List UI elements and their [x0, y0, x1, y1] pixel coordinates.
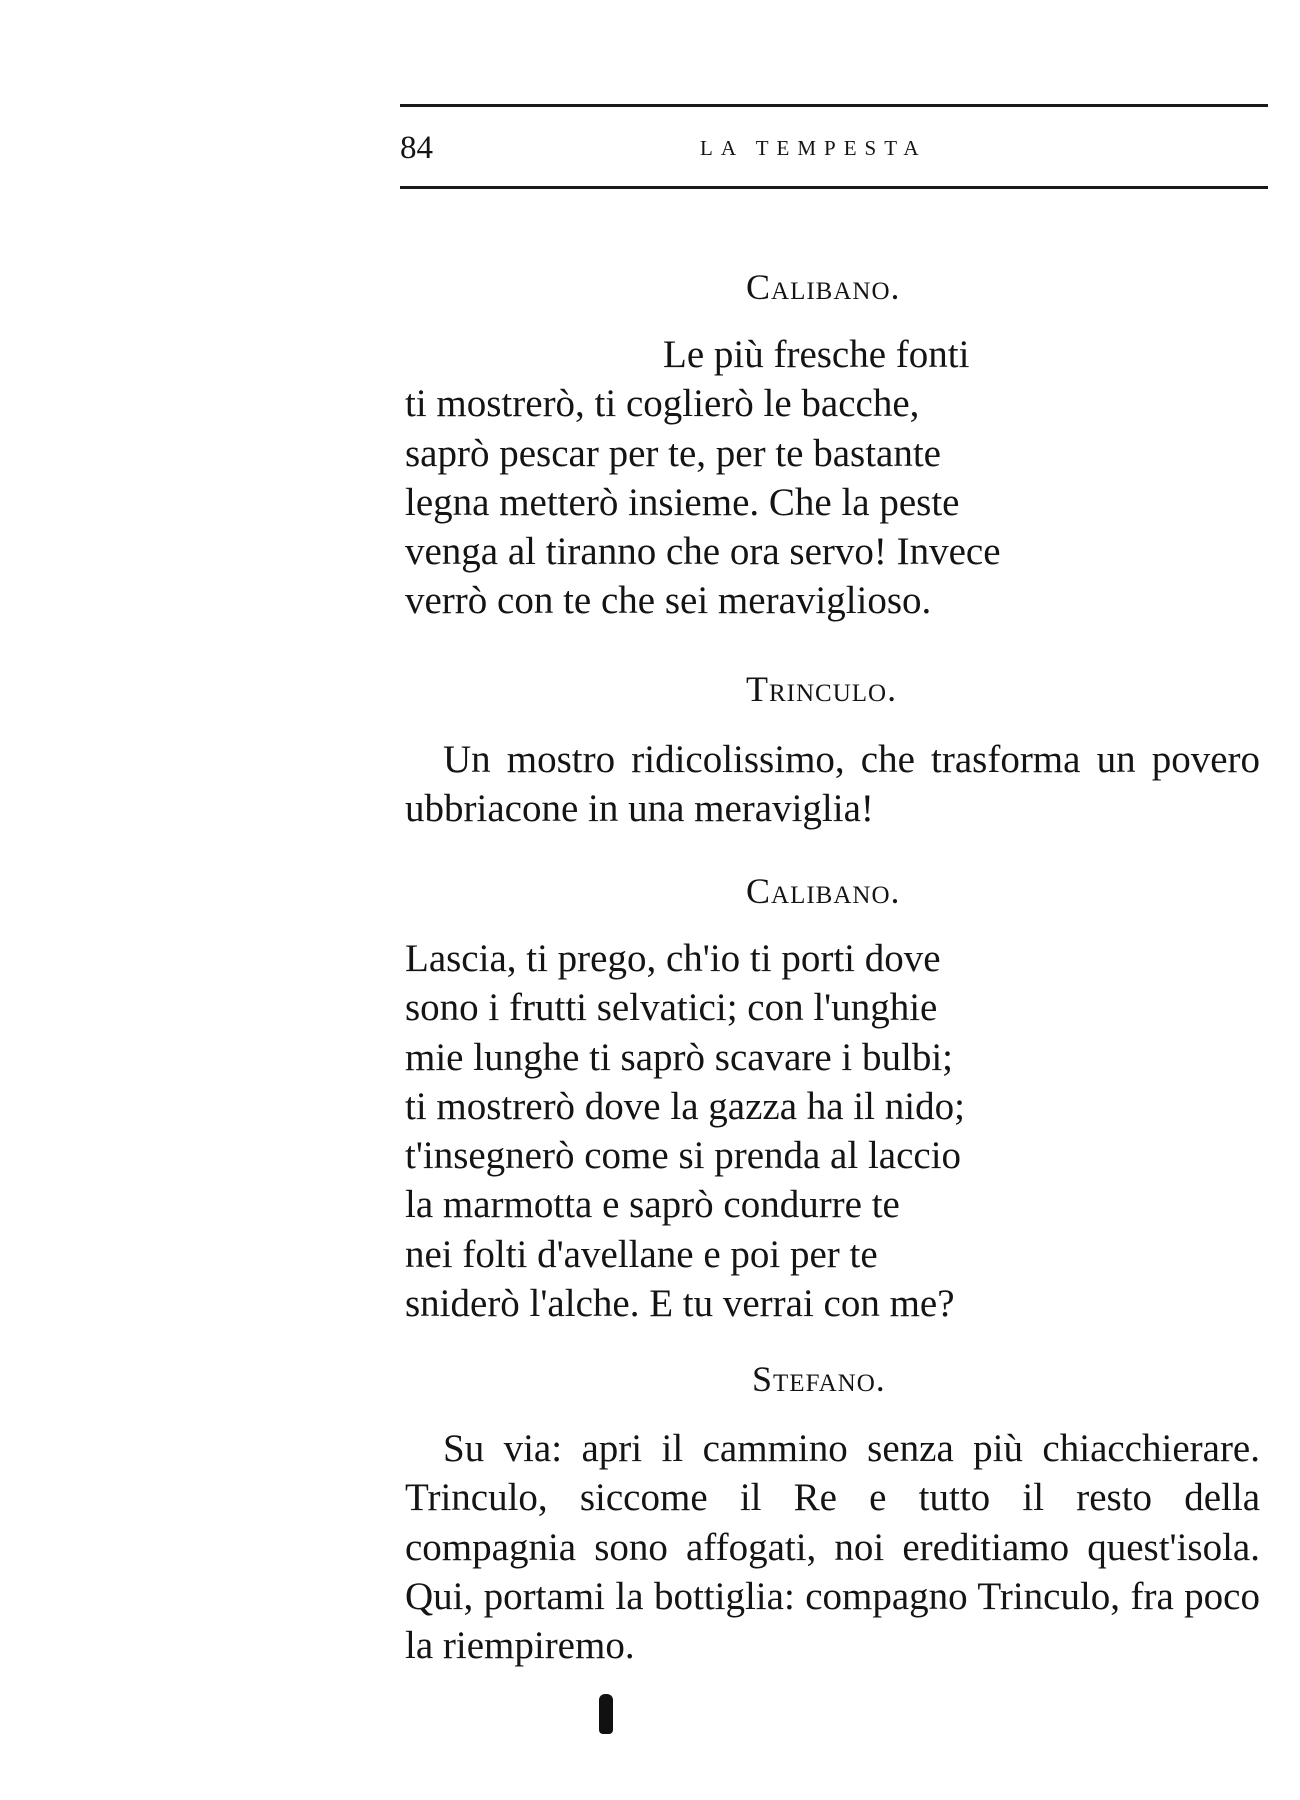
verse-line: Le più fresche fonti: [663, 333, 970, 376]
verse-line: sono i frutti selvatici; con l'unghie: [405, 986, 938, 1030]
verse-line: nei folti d'avellane e poi per te: [405, 1232, 878, 1276]
verse-line: sniderò l'alche. E tu verrai con me?: [405, 1282, 955, 1326]
verse-line: saprò pescar per te, per te bastante: [405, 431, 941, 475]
speaker-name: Trinculo.: [746, 669, 898, 709]
speaker-name: Calibano.: [746, 871, 901, 911]
verse-line: venga al tiranno che ora servo! Invece: [405, 530, 1001, 574]
verse-line: legna metterò insieme. Che la peste: [405, 480, 960, 524]
verse-block: [405, 934, 965, 1328]
header-rule-bottom: [400, 186, 1268, 189]
page-number: 84: [400, 130, 433, 166]
header-rule-top: [400, 104, 1268, 107]
speaker-name: Stefano.: [752, 1359, 886, 1399]
verse-block: [405, 330, 1001, 626]
prose-paragraph: Un mostro ridicolissimo, che trasforma un povero ubbriacone in una meraviglia!: [405, 738, 1260, 831]
verse-line: ti mostrerò dove la gazza ha il nido;: [405, 1084, 965, 1128]
speaker-name: Calibano.: [746, 267, 901, 307]
verse-line: t'insegnerò come si prenda al laccio: [405, 1134, 962, 1178]
running-title: LA TEMPESTA: [700, 136, 927, 160]
prose-paragraph: Su via: apri il cammino senza più chiacchierare. Trinculo, siccome il Re e tutto il resto della compagnia sono affogati, noi ereditiamo quest'isola. Qui, portami la bottiglia: compagno Trinculo, fra poco la riempiremo.: [405, 1427, 1260, 1668]
verse-line: mie lunghe ti saprò scavare i bulbi;: [405, 1035, 954, 1079]
verse-line: Lascia, ti prego, ch'io ti porti dove: [405, 937, 941, 980]
verse-line: ti mostrerò, ti coglierò le bacche,: [405, 382, 920, 426]
verse-line: la marmotta e saprò condurre te: [405, 1183, 900, 1227]
verse-line: verrò con te che sei meraviglioso.: [405, 579, 932, 623]
ink-blot: [599, 1694, 613, 1734]
